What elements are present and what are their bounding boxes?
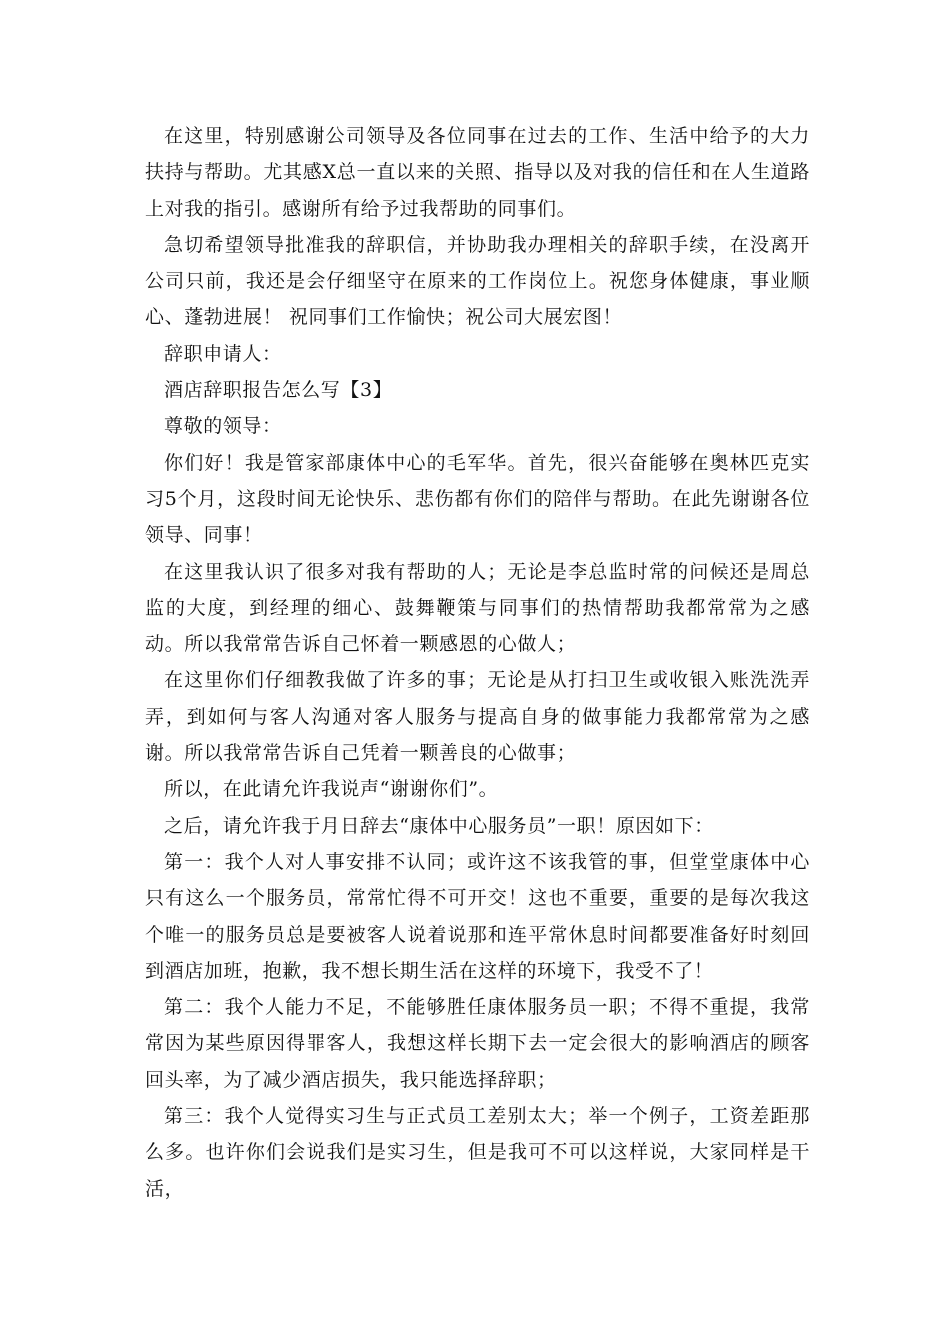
document-body [145, 118, 810, 1207]
paragraph-reason-three: 第三：我个人觉得实习生与正式员工差别太大；举一个例子，工资差距那么多。也许你们会说我们是实习生，但是我可不可以这样说，大家同样是干活， [145, 1105, 810, 1200]
paragraph-reason-two: 第二：我个人能力不足，不能够胜任康体服务员一职；不得不重提，我常常因为某些原因得罪客人，我想这样长期下去一定会很大的影响酒店的顾客回头率，为了减少酒店损失，我只能选择辞职； [145, 996, 810, 1091]
salutation: 尊敬的领导： [164, 415, 282, 438]
paragraph-applicant-signature: 辞职申请人： [164, 342, 282, 365]
paragraph-resignation-statement: 之后，请允许我于月日辞去“康体中心服务员”一职！原因如下： [164, 814, 714, 837]
paragraph-introduction: 你们好！我是管家部康体中心的毛军华。首先，很兴奋能够在奥林匹克实习5个月，这段时间无论快乐、悲伤都有你们的陪伴与帮助。在此先谢谢各位领导、同事！ [145, 451, 810, 547]
paragraph-thank-you: 所以，在此请允许我说声“谢谢你们”。 [164, 778, 499, 801]
paragraph-reason-one: 第一：我个人对人事安排不认同；或许这不该我管的事，但堂堂康体中心只有这么一个服务员，常常忙得不可开交！这也不重要，重要的是每次我这个唯一的服务员总是要被客人说着说那和连平常休息时间都要准备好时刻回到酒店加班，抱歉，我不想长期生活在这样的环境下，我受不了！ [145, 850, 810, 982]
paragraph-gratitude-people: 在这里我认识了很多对我有帮助的人；无论是李总监时常的问候还是周总监的大度，到经理的细心、鼓舞鞭策与同事们的热情帮助我都常常为之感动。所以我常常告诉自己怀着一颗感恩的心做人； [145, 560, 810, 656]
paragraph-thanks: 在这里，特别感谢公司领导及各位同事在过去的工作、生活中给予的大力扶持与帮助。尤其感X总一直以来的关照、指导以及对我的信任和在人生道路上对我的指引。感谢所有给予过我帮助的同事们。 [145, 125, 810, 220]
paragraph-gratitude-teaching: 在这里你们仔细教我做了许多的事；无论是从打扫卫生或收银入账洗洗弄弄，到如何与客人沟通对客人服务与提高自身的做事能力我都常常为之感谢。所以我常常告诉自己凭着一颗善良的心做事； [145, 669, 810, 765]
section-heading: 酒店辞职报告怎么写【3】 [164, 379, 393, 402]
paragraph-request-approval: 急切希望领导批准我的辞职信，并协助我办理相关的辞职手续，在没离开公司只前，我还是会仔细坚守在原来的工作岗位上。祝您身体健康，事业顺心、蓬勃进展！ 祝同事们工作愉快；祝公司大展宏图！ [145, 233, 810, 329]
